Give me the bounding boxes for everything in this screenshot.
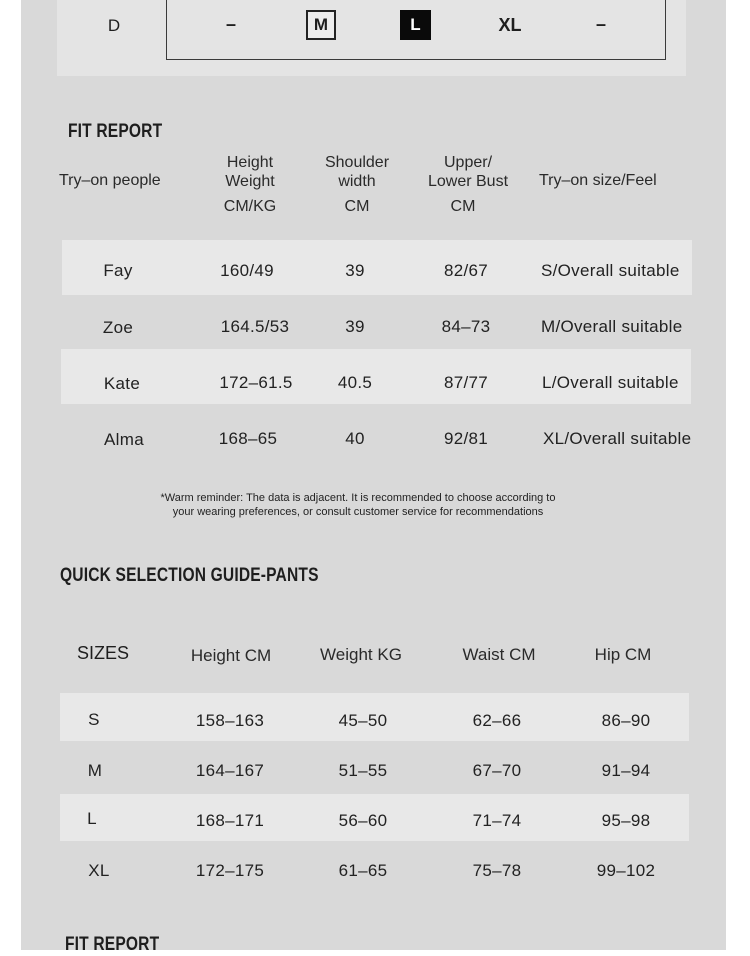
header-feel: Try–on size/Feel	[539, 172, 657, 189]
table-cell-weight: 56–60	[338, 811, 388, 830]
header-shoulder: Shoulder	[324, 154, 390, 171]
table-cell-shoulder: 40	[345, 429, 365, 448]
table-cell-bust: 87/77	[443, 373, 489, 392]
table-cell-height: 168–171	[195, 811, 265, 830]
table-cell-weight: 51–55	[338, 761, 388, 780]
header-people: Try–on people	[59, 172, 161, 189]
table-cell-height: 164–167	[195, 761, 265, 780]
header-shoulder-unit: CM	[344, 198, 370, 215]
table-cell-name: Kate	[103, 374, 141, 393]
table-cell-height: 158–163	[195, 711, 265, 730]
table-cell-waist: 71–74	[472, 811, 522, 830]
table-cell-weight: 61–65	[338, 861, 388, 880]
size-cell-empty: –	[225, 14, 237, 34]
table-cell-name: Zoe	[102, 318, 134, 337]
header-weight: Weight	[225, 173, 275, 190]
note-line: *Warm reminder: The data is adjacent. It is recommended to choose according to	[160, 492, 556, 504]
table-cell-hip: 86–90	[601, 711, 651, 730]
pants-guide-title: QUICK SELECTION GUIDE-PANTS	[60, 565, 319, 586]
header-hip-cm: Hip CM	[594, 645, 652, 664]
table-cell-weight: 45–50	[338, 711, 388, 730]
table-cell-size: L	[87, 809, 97, 828]
table-cell-waist: 75–78	[472, 861, 522, 880]
table-cell-feel: XL/Overall suitable	[543, 429, 692, 448]
table-cell-name: Fay	[103, 261, 133, 280]
size-cell-empty: –	[595, 14, 607, 34]
table-cell-bust: 92/81	[443, 429, 489, 448]
fit-report-title-bottom: FIT REPORT	[65, 934, 160, 955]
table-cell-waist: 62–66	[472, 711, 522, 730]
table-cell-bust: 84–73	[441, 317, 491, 336]
header-height: Height	[226, 154, 274, 171]
table-cell-feel: L/Overall suitable	[542, 373, 679, 392]
table-cell-shoulder: 39	[345, 261, 365, 280]
size-row-label: D	[107, 16, 121, 35]
size-option-l-selected[interactable]	[400, 10, 431, 40]
table-cell-height: 172–175	[195, 861, 265, 880]
fit-report-title: FIT REPORT	[68, 121, 163, 142]
note-line: your wearing preferences, or consult customer service for recommendations	[172, 506, 544, 518]
table-cell-size: XL	[88, 861, 110, 880]
header-bust-unit: CM	[450, 198, 476, 215]
table-cell-shoulder: 39	[345, 317, 365, 336]
header-sizes: SIZES	[77, 643, 130, 663]
table-cell-hip: 95–98	[601, 811, 651, 830]
table-cell-size: M	[87, 761, 103, 780]
table-cell-hw: 164.5/53	[220, 317, 290, 336]
table-cell-feel: M/Overall suitable	[541, 317, 683, 336]
size-option-m[interactable]	[306, 10, 336, 40]
table-cell-shoulder: 40.5	[337, 373, 373, 392]
table-cell-hw: 160/49	[220, 261, 274, 280]
size-option-xl[interactable]: XL	[498, 15, 522, 35]
table-cell-feel: S/Overall suitable	[541, 261, 680, 280]
table-cell-hip: 99–102	[596, 861, 656, 880]
header-bust: Upper/	[443, 154, 493, 171]
header-hw-unit: CM/KG	[223, 198, 277, 215]
table-cell-hip: 91–94	[601, 761, 651, 780]
table-cell-waist: 67–70	[472, 761, 522, 780]
table-cell-hw: 172–61.5	[219, 373, 293, 392]
size-option-label: M	[313, 15, 329, 34]
header-lower-bust: Lower Bust	[427, 173, 509, 190]
table-cell-hw: 168–65	[218, 429, 278, 448]
header-waist-cm: Waist CM	[462, 645, 536, 664]
header-shoulder-width: width	[338, 173, 376, 190]
size-option-label: L	[410, 15, 421, 34]
header-weight-kg: Weight KG	[320, 645, 402, 664]
table-cell-name: Alma	[104, 430, 144, 449]
warm-reminder-note	[161, 491, 556, 519]
table-cell-size: S	[88, 710, 100, 729]
table-cell-bust: 82/67	[443, 261, 489, 280]
header-height-cm: Height CM	[190, 646, 272, 665]
